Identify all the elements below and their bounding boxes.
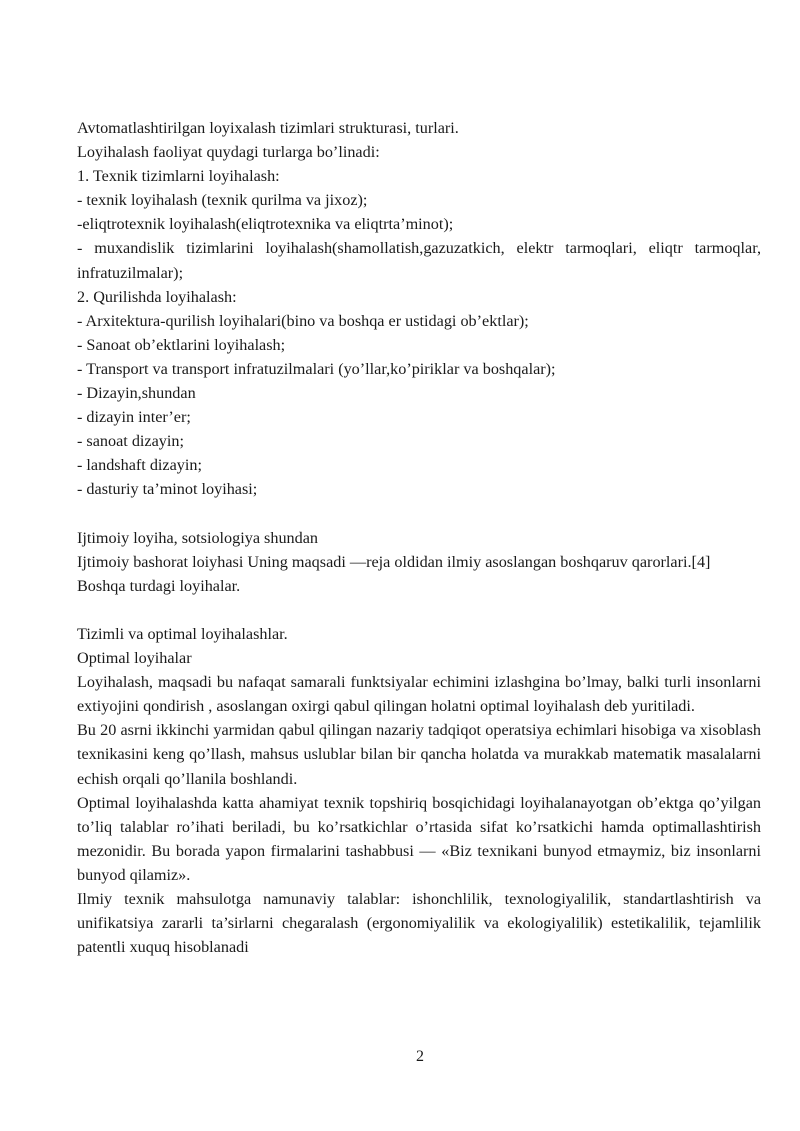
list-item: - dizayin inter’er; (77, 408, 191, 427)
social-heading: Ijtimoiy loyiha, sotsiologiya shundan (77, 528, 319, 547)
section-1-heading: 1. Texnik tizimlarni loyihalash: (77, 167, 280, 186)
paragraph: Ijtimoiy bashorat loiyhasi Uning maqsadi —reja oldidan ilmiy asoslangan boshqaruv qarorlari.[4] (77, 552, 711, 571)
list-item: - sanoat dizayin; (77, 432, 184, 451)
document-body (77, 116, 761, 959)
optimal-subheading: Optimal loyihalar (77, 649, 192, 668)
list-item: - texnik loyihalash (texnik qurilma va jixoz); (77, 191, 368, 210)
other-types-line: Boshqa turdagi loyihalar. (77, 576, 241, 595)
list-item: - Sanoat ob’ektlarini loyihalash; (77, 335, 286, 354)
section-2-heading: 2. Qurilishda loyihalash: (77, 287, 237, 306)
list-item: - landshaft dizayin; (77, 456, 202, 475)
section-title: Avtomatlashtirilgan loyixalash tizimlari strukturasi, turlari. (77, 119, 459, 137)
list-item: - Transport va transport infratuzilmalari (yo’llar,ko’piriklar va boshqalar); (77, 359, 556, 378)
page-number: 2 (416, 1048, 424, 1065)
paragraph-gap (77, 598, 761, 622)
list-item: -eliqtrotexnik loyihalash(eliqtrotexnika va eliqtrta’minot); (77, 215, 454, 234)
paragraph: Ilmiy texnik mahsulotga namunaviy talablar: ishonchlilik, texnologiyalilik, standartlashtirish va unifikatsiya zararli ta’sirlarni chegaralash (ergonomiyalilik va ekologiyalilik) estetikalilik, tejamlilik patentli xuquq hisoblanadi (77, 890, 761, 957)
paragraph: Bu 20 asrni ikkinchi yarmidan qabul qilingan nazariy tadqiqot operatsiya echimlari hisobiga va xisoblash texnikasini keng qo’llash, mahsus uslublar bilan bir qancha holatda va murakkab matematik masalalarni echish orqali qo’llanila boshlandi. (77, 721, 761, 788)
paragraph: Optimal loyihalashda katta ahamiyat texnik topshiriq bosqichidagi loyihalanayotgan ob’ektga qo’yilgan to’liq talablar ro’ihati beriladi, bu ko’rsatkichlar o’rtasida sifat ko’rsatkichi hamda optimallashtirish mezonidir. Bu borada yapon firmalarini tashabbusi — «Biz texnikani bunyod etmaymiz, biz insonlarni bunyod qilamiz». (77, 793, 761, 884)
list-item: - Dizayin,shundan (77, 384, 196, 403)
paragraph: Loyihalash, maqsadi bu nafaqat samarali funktsiyalar echimini izlashgina bo’lmay, balki turli insonlarni extiyojini qondirish , asoslangan oxirgi qabul qilingan holatni optimal loyihalash deb yuritiladi. (77, 673, 761, 716)
paragraph-gap (77, 502, 761, 526)
optimal-heading: Tizimli va optimal loyihalashlar. (77, 624, 288, 643)
list-item: - Arxitektura-qurilish loyihalari(bino va boshqa er ustidagi ob’ektlar); (77, 311, 529, 330)
list-item: - dasturiy ta’minot loyihasi; (77, 480, 258, 499)
list-item: - muxandislik tizimlarini loyihalash(shamollatish,gazuzatkich, elektr tarmoqlari, eliqtr tarmoqlar, infratuzilmalar); (77, 239, 761, 282)
intro-line: Loyihalash faoliyat quydagi turlarga bo’linadi: (77, 143, 380, 162)
